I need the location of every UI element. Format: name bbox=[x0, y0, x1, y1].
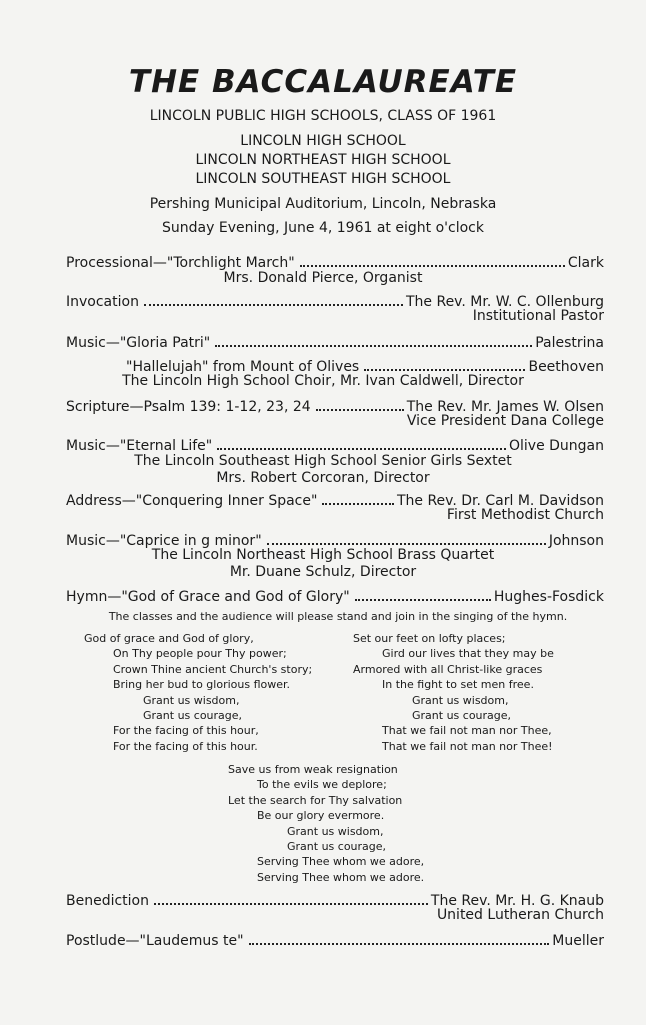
dot-leader bbox=[322, 503, 394, 505]
item-performer: Johnson bbox=[548, 533, 604, 549]
item-performer: Mueller bbox=[552, 933, 604, 949]
verse-line: Grant us courage, bbox=[143, 708, 243, 722]
verse-line: To the evils we deplore; bbox=[257, 778, 387, 792]
verse-line: Grant us wisdom, bbox=[143, 693, 240, 707]
dot-leader bbox=[144, 304, 403, 306]
item-subline: The Lincoln Northeast High School Brass Quartet bbox=[151, 547, 495, 563]
dot-leader bbox=[355, 599, 491, 601]
item-subline: Institutional Pastor bbox=[472, 308, 604, 324]
item-subline: Vice President Dana College bbox=[406, 413, 604, 429]
dot-leader bbox=[316, 409, 404, 411]
item-performer: Beethoven bbox=[528, 359, 604, 375]
page-title: THE BACCALAUREATE bbox=[128, 64, 518, 100]
verse-line: Bring her bud to glorious flower. bbox=[113, 678, 291, 692]
program-item-postlude bbox=[66, 929, 604, 949]
program-item-music-hallelujah bbox=[126, 355, 604, 375]
header-class-line: LINCOLN PUBLIC HIGH SCHOOLS, CLASS OF 1961 bbox=[149, 108, 497, 124]
item-performer: The Rev. Mr. James W. Olsen bbox=[406, 399, 604, 415]
verse-line: That we fail not man nor Thee, bbox=[382, 724, 552, 738]
dot-leader bbox=[154, 903, 428, 905]
item-performer: Clark bbox=[567, 255, 604, 271]
item-label: Benediction bbox=[66, 893, 149, 909]
item-performer: Palestrina bbox=[535, 335, 604, 351]
verse-line: Serving Thee whom we adore, bbox=[257, 855, 425, 869]
verse-line: Set our feet on lofty places; bbox=[353, 632, 506, 645]
header-school-2: LINCOLN NORTHEAST HIGH SCHOOL bbox=[195, 152, 451, 168]
item-label: Invocation bbox=[66, 294, 139, 310]
verse-line: Let the search for Thy salvation bbox=[228, 793, 403, 807]
dot-leader bbox=[267, 543, 546, 545]
verse-line: Save us from weak resignation bbox=[228, 763, 398, 776]
program-item-processional bbox=[66, 251, 604, 271]
item-performer: The Rev. Dr. Carl M. Davidson bbox=[396, 493, 604, 509]
verse-line: For the facing of this hour. bbox=[113, 739, 258, 753]
dot-leader bbox=[300, 265, 565, 267]
item-subline: Mrs. Robert Corcoran, Director bbox=[216, 470, 430, 486]
item-label: Hymn—"God of Grace and God of Glory" bbox=[66, 589, 350, 605]
program-item-music-caprice bbox=[66, 529, 604, 549]
verse-line: Gird our lives that they may be bbox=[382, 647, 554, 661]
hymn-verse-2 bbox=[353, 631, 554, 754]
header-school-1: LINCOLN HIGH SCHOOL bbox=[240, 133, 406, 149]
program-item-invocation bbox=[66, 290, 604, 310]
verse-line: God of grace and God of glory, bbox=[84, 632, 254, 645]
dot-leader bbox=[217, 448, 506, 450]
item-label: Music—"Gloria Patri" bbox=[66, 335, 211, 351]
verse-line: Serving Thee whom we adore. bbox=[257, 870, 425, 884]
hymn-verse-1 bbox=[84, 631, 312, 754]
dot-leader bbox=[364, 369, 525, 371]
item-label: Scripture—Psalm 139: 1-12, 23, 24 bbox=[66, 399, 311, 415]
program-item-address bbox=[66, 489, 604, 509]
item-subline: First Methodist Church bbox=[446, 507, 604, 523]
item-label: Music—"Caprice in g minor" bbox=[66, 533, 262, 549]
dot-leader bbox=[249, 943, 550, 945]
item-subline: The Lincoln High School Choir, Mr. Ivan Caldwell, Director bbox=[122, 373, 524, 389]
item-label: "Hallelujah" from Mount of Olives bbox=[126, 359, 360, 375]
program-item-benediction bbox=[66, 889, 604, 909]
item-performer: Olive Dungan bbox=[508, 438, 604, 454]
verse-line: That we fail not man nor Thee! bbox=[382, 739, 553, 753]
verse-line: For the facing of this hour, bbox=[113, 724, 259, 738]
item-subline: United Lutheran Church bbox=[436, 907, 604, 923]
verse-line: In the fight to set men free. bbox=[382, 678, 534, 692]
verse-line: Be our glory evermore. bbox=[257, 809, 385, 823]
item-label: Postlude—"Laudemus te" bbox=[66, 933, 244, 949]
item-subline: Mr. Duane Schulz, Director bbox=[229, 564, 417, 580]
hymn-verse-3 bbox=[228, 762, 424, 885]
item-performer: The Rev. Mr. H. G. Knaub bbox=[430, 893, 604, 909]
item-subline: Mrs. Donald Pierce, Organist bbox=[223, 270, 423, 286]
item-label: Processional—"Torchlight March" bbox=[66, 255, 295, 271]
item-label: Address—"Conquering Inner Space" bbox=[66, 493, 318, 509]
verse-line: Armored with all Christ-like graces bbox=[353, 662, 543, 676]
verse-line: Crown Thine ancient Church's story; bbox=[113, 662, 313, 676]
program-item-scripture bbox=[66, 395, 604, 415]
header-date: Sunday Evening, June 4, 1961 at eight o'clock bbox=[162, 220, 484, 236]
verse-line: On Thy people pour Thy power; bbox=[113, 647, 287, 661]
program-item-music-gloria bbox=[66, 331, 604, 351]
item-performer: Hughes-Fosdick bbox=[493, 589, 604, 605]
item-performer: The Rev. Mr. W. C. Ollenburg bbox=[405, 294, 604, 310]
hymn-instruction: The classes and the audience will please stand and join in the singing of the hymn. bbox=[108, 610, 568, 623]
item-subline: The Lincoln Southeast High School Senior Girls Sextet bbox=[134, 453, 512, 469]
verse-line: Grant us wisdom, bbox=[412, 693, 509, 707]
verse-line: Grant us courage, bbox=[287, 839, 387, 853]
header-school-3: LINCOLN SOUTHEAST HIGH SCHOOL bbox=[195, 171, 451, 187]
verse-line: Grant us courage, bbox=[412, 708, 512, 722]
item-label: Music—"Eternal Life" bbox=[66, 438, 213, 454]
dot-leader bbox=[215, 345, 532, 347]
header-venue: Pershing Municipal Auditorium, Lincoln, Nebraska bbox=[149, 196, 497, 212]
program-item-hymn bbox=[66, 585, 604, 605]
verse-line: Grant us wisdom, bbox=[287, 824, 384, 838]
program-item-music-eternal-life bbox=[66, 434, 604, 454]
